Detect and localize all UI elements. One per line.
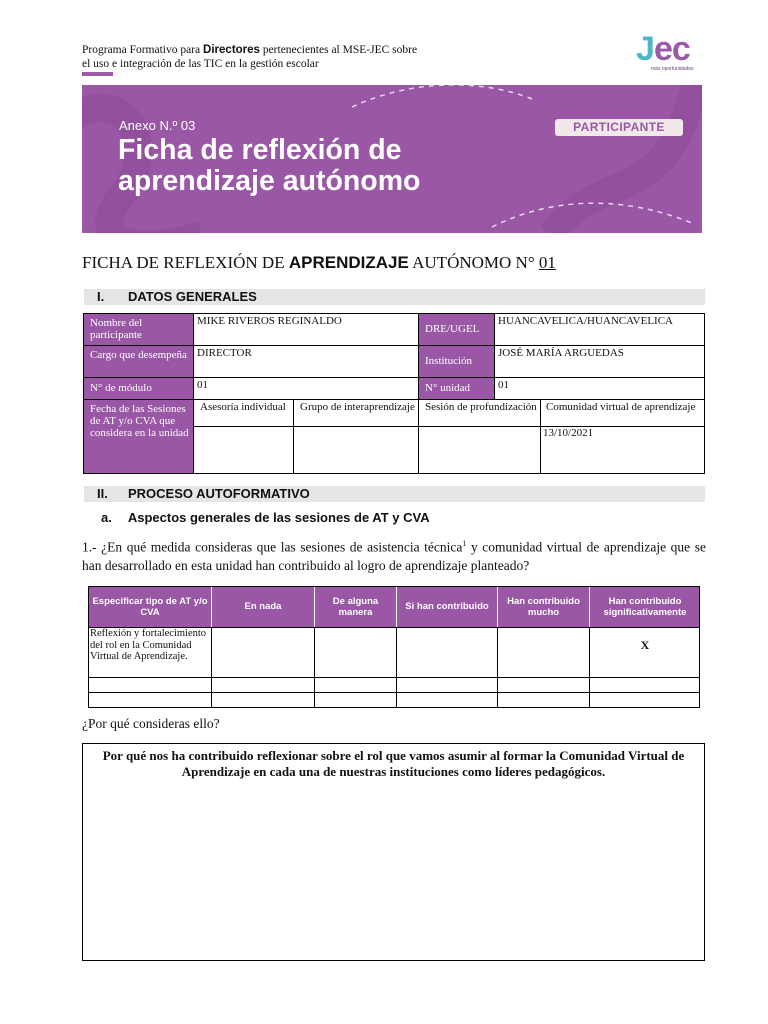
col-comunidad-virtual: Comunidad virtual de aprendizaje bbox=[546, 401, 696, 413]
cva-date[interactable]: 13/10/2021 bbox=[543, 427, 594, 439]
annex-number: Anexo N.º 03 bbox=[119, 118, 196, 133]
subsection-a bbox=[101, 510, 430, 525]
col-asesoria-individual: Asesoría individual bbox=[200, 401, 286, 413]
answer-box[interactable] bbox=[82, 743, 705, 961]
fecha-sesiones-label: Fecha de las Sesiones de AT y/o CVA que considera en la unidad bbox=[84, 400, 193, 473]
section1-roman: I. bbox=[97, 289, 105, 304]
header-tipo: Especificar tipo de AT y/o CVA bbox=[89, 586, 212, 627]
dre-value: HUANCAVELICA/HUANCAVELICA bbox=[498, 315, 673, 327]
header-en-nada: En nada bbox=[212, 586, 315, 627]
institucion-value: JOSÉ MARÍA ARGUEDAS bbox=[498, 347, 624, 359]
program-header bbox=[82, 43, 417, 71]
cargo-value: DIRECTOR bbox=[197, 347, 252, 359]
dre-label: DRE/UGEL bbox=[419, 314, 494, 345]
question-1 bbox=[82, 535, 706, 575]
section-proceso-autoformativo bbox=[84, 486, 705, 502]
header-alguna-manera: De alguna manera bbox=[315, 586, 397, 627]
header-bold: Directores bbox=[203, 44, 260, 56]
header-significativamente: Han contribuido significativamente bbox=[590, 586, 700, 627]
subsection-a-letter: a. bbox=[101, 510, 112, 525]
section-datos-generales bbox=[84, 289, 705, 305]
logo-tagline: más oportunidades bbox=[651, 66, 694, 72]
modulo-value: 01 bbox=[197, 379, 208, 391]
banner-title bbox=[118, 135, 420, 197]
ficha-number: 01 bbox=[538, 253, 556, 272]
why-question: ¿Por qué consideras ello? bbox=[82, 716, 220, 731]
nombre-label: Nombre del participante bbox=[84, 314, 193, 345]
banner-title-line2: aprendizaje autónomo bbox=[118, 165, 421, 197]
logo-j: J bbox=[636, 30, 654, 68]
ficha-title-suffix: AUTÓNOMO N° bbox=[412, 253, 535, 272]
header-prefix: Programa Formativo para bbox=[82, 44, 201, 56]
participant-badge: PARTICIPANTE bbox=[555, 119, 683, 136]
unidad-label: N° unidad bbox=[419, 378, 494, 399]
header-line2: el uso e integración de las TIC en la gestión escolar bbox=[82, 58, 319, 70]
ficha-title bbox=[82, 253, 556, 273]
answer-text: Por qué nos ha contribuido reflexionar sobre el rol que vamos asumir al formar la Comunidad Virtual de Aprendizaje en cada una de nuestras instituciones como líderes pedagógicos. bbox=[102, 748, 685, 779]
subsection-a-title: Aspectos generales de las sesiones de AT y CVA bbox=[127, 510, 430, 525]
footnote-ref: 1 bbox=[462, 539, 467, 548]
row1-type: Reflexión y fortalecimiento del rol en la Comunidad Virtual de Aprendizaje. bbox=[90, 628, 207, 662]
header-si-contribuido: Si han contribuido bbox=[397, 586, 498, 627]
row1-mark-significativamente[interactable]: X bbox=[640, 638, 650, 652]
ficha-title-prefix: FICHA DE REFLEXIÓN DE bbox=[82, 253, 285, 272]
header-mucho: Han contribuido mucho bbox=[498, 586, 590, 627]
question-1-part-b: y comunidad virtual de aprendizaje que se han desarrollado en esta unidad han contribuido al logro de aprendizaje planteado? bbox=[82, 539, 706, 573]
section2-roman: II. bbox=[97, 486, 108, 501]
col-grupo-interaprendizaje: Grupo de interaprendizaje bbox=[300, 401, 415, 413]
banner-title-line1: Ficha de reflexión de bbox=[118, 134, 402, 166]
jec-logo bbox=[636, 32, 706, 76]
unidad-value: 01 bbox=[498, 379, 509, 391]
col-sesion-profundizacion: Sesión de profundización bbox=[425, 401, 537, 413]
question-1-part-a: 1.- ¿En qué medida consideras que las sesiones de asistencia técnica bbox=[82, 539, 463, 555]
institucion-label: Institución bbox=[419, 346, 494, 377]
cargo-label: Cargo que desempeña bbox=[84, 346, 193, 377]
section1-title: DATOS GENERALES bbox=[128, 289, 257, 304]
nombre-value: MIKE RIVEROS REGINALDO bbox=[197, 315, 342, 327]
annex-banner bbox=[82, 85, 702, 233]
header-accent-bar bbox=[82, 72, 113, 76]
logo-ec: ec bbox=[654, 30, 690, 68]
header-suffix: pertenecientes al MSE-JEC sobre bbox=[262, 44, 418, 56]
ficha-title-bold: APRENDIZAJE bbox=[288, 253, 409, 272]
modulo-label: N° de módulo bbox=[84, 378, 193, 399]
section2-title: PROCESO AUTOFORMATIVO bbox=[128, 486, 310, 501]
